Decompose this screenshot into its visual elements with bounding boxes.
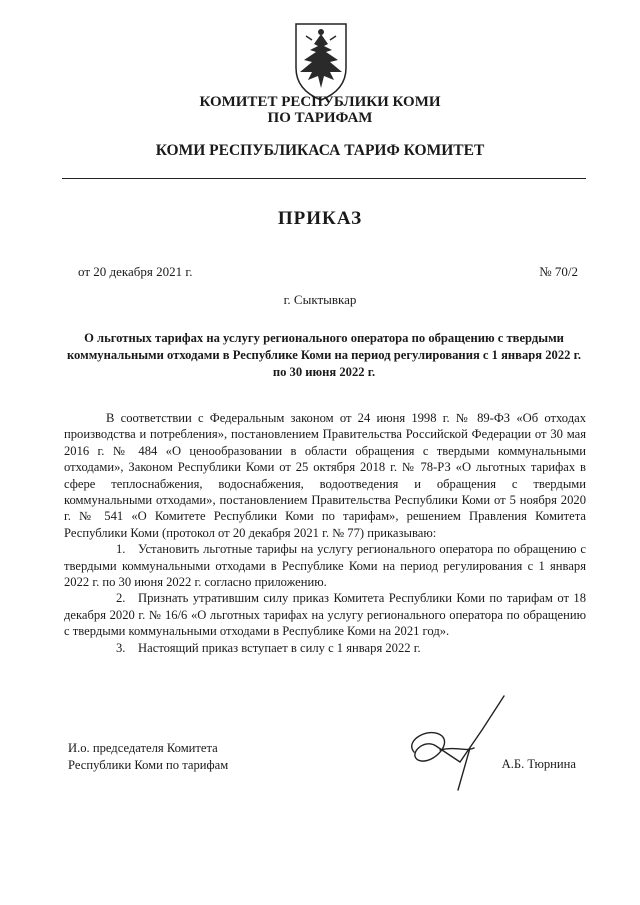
document-city: г. Сыктывкар: [283, 292, 357, 307]
order-item-1: 1. Установить льготные тарифы на услугу регионального оператора по обращению с твердыми коммунальными отходами в Республике Коми на период регулирования с 1 января 2022 г. по 30 июня 2022 г. согласно приложению.: [64, 542, 586, 590]
document-body: [64, 410, 586, 656]
signatory-name: А.Б. Тюрнина: [501, 757, 576, 771]
order-item-2: 2. Признать утратившим силу приказ Комитета Республики Коми по тарифам от 18 декабря 2020 г. № 16/6 «О льготных тарифах на услугу регионального оператора по обращению с твердыми коммунальными отходами в Республике Коми на 2021 год».: [64, 591, 586, 639]
organization-name-line2: ПО ТАРИФАМ: [267, 110, 373, 126]
document-subject: О льготных тарифах на услугу регионального оператора по обращению с твердыми коммунальными отходами в Республике Коми на период регулирования с 1 января 2022 г. по 30 июня 2022 г.: [66, 331, 582, 379]
document-date: от 20 декабря 2021 г.: [78, 264, 193, 279]
coat-of-arms-emblem: [292, 20, 350, 102]
organization-name-komi: КОМИ РЕСПУБЛИКАСА ТАРИФ КОМИТЕТ: [155, 142, 485, 159]
document-title: ПРИКАЗ: [277, 208, 363, 229]
organization-name-line1: КОМИТЕТ РЕСПУБЛИКИ КОМИ: [199, 94, 441, 110]
order-item-3: 3. Настоящий приказ вступает в силу с 1 января 2022 г.: [116, 640, 421, 655]
document-number: № 70/2: [539, 264, 578, 279]
preamble-paragraph: В соответствии с Федеральным законом от 24 июня 1998 г. № 89-ФЗ «Об отходах производства и потребления», постановлением Правительства Российской Федерации от 30 мая 2016 г. № 484 «О ценообразовании в области обращения с твердыми коммунальными отходами», Законом Республики Коми от 25 октября 2018 г. № 78-РЗ «О льготных тарифах в сфере теплоснабжения, водоснабжения, водоотведения и обращения с твердыми коммунальными отходами», постановлением Правительства Республики Коми от 5 ноября 2020 г. № 541 «О Комитете Республики Коми по тарифам», решением Правления Комитета Республики Коми (протокол от 20 декабря 2021 г. № 77) приказываю:: [64, 411, 586, 540]
signatory-position: [68, 740, 228, 774]
signatory-position-line2: Республики Коми по тарифам: [68, 758, 229, 772]
header-divider: [62, 178, 586, 179]
organization-name: [0, 94, 640, 126]
signatory-position-line1: И.о. председателя Комитета: [68, 741, 218, 755]
handwritten-signature: [400, 690, 520, 800]
